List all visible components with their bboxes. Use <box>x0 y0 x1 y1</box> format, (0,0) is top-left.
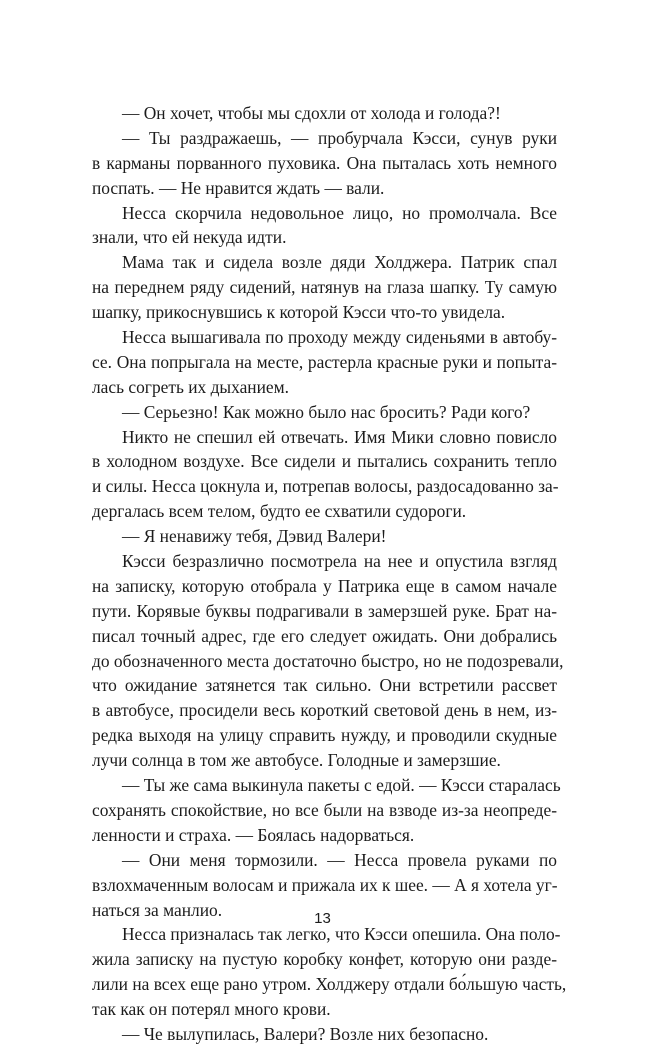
text-line: — Ты раздражаешь, — пробурчала Кэсси, сунув руки <box>122 127 557 148</box>
text-line: шапку, прикоснувшись к которой Кэсси что-то увидела. <box>92 302 506 323</box>
text-line: — Я ненавижу тебя, Дэвид Валери! <box>122 526 387 547</box>
page-number: 13 <box>314 910 331 927</box>
paragraph <box>92 126 557 201</box>
text-line: Несса призналась так легко, что Кэсси опешила. Она поло- <box>122 924 561 945</box>
text-line: что ожидание затянется так сильно. Они встретили рассвет <box>92 675 557 696</box>
text-line: Мама так и сидела возле дяди Холджера. Патрик спал <box>122 252 557 273</box>
text-line: на переднем ряду сидений, натянув на глаза шапку. Ту самую <box>92 277 557 298</box>
text-line: и силы. Несса цокнула и, потрепав волосы, раздосадованно за- <box>92 476 559 497</box>
paragraph <box>92 250 557 325</box>
text-line: жила записку на пустую коробку конфет, которую они разде- <box>92 949 557 970</box>
text-line: на записку, которую отобрала у Патрика еще в самом начале <box>92 575 557 596</box>
paragraph <box>92 549 564 773</box>
text-line: редка выходя на улицу справить нужду, и проводили скудные <box>92 725 557 746</box>
text-line: наться за манлио. <box>92 899 223 920</box>
text-line: в карманы порванного пуховика. Она пыталась хоть немного <box>92 152 557 173</box>
text-line: ленности и страха. — Боялась надорваться. <box>92 824 415 845</box>
text-line: Несса вышагивала по проходу между сиденьями в автобу- <box>122 327 557 348</box>
text-line: лучи солнца в том же автобусе. Голодные и замерзшие. <box>92 750 501 771</box>
text-line: в автобусе, просидели весь короткий световой день в нем, из- <box>92 700 557 721</box>
text-line: — Он хочет, чтобы мы сдохли от холода и голода?! <box>122 103 501 123</box>
text-line: — Ты же сама выкинула пакеты с едой. — Кэсси старалась <box>122 775 561 796</box>
paragraph <box>92 400 557 425</box>
text-line: — Серьезно! Как можно было нас бросить? Ради кого? <box>122 401 531 422</box>
text-line: дергалась всем телом, будто ее схватили судороги. <box>92 501 467 522</box>
text-line: поспать. — Не нравится ждать — вали. <box>92 177 385 198</box>
text-line: сохранять спокойствие, но все были на взводе из-за неопреде- <box>92 799 557 820</box>
text-line: до обозначенного места достаточно быстро, но не подозревали, <box>92 650 564 671</box>
text-line: се. Она попрыгала на месте, растерла красные руки и попыта- <box>92 351 557 372</box>
paragraph <box>92 1022 557 1047</box>
text-line: пути. Корявые буквы подрагивали в замерзшей руке. Брат на- <box>92 600 557 621</box>
text-line: лась согреть их дыханием. <box>92 376 289 397</box>
text-line: Кэсси безразлично посмотрела на нее и опустила взгляд <box>122 551 557 572</box>
text-line: взлохмаченным волосам и прижала их к шее. — А я хотела уг- <box>92 874 558 895</box>
paragraph <box>92 101 557 126</box>
text-line: так как он потерял много крови. <box>92 999 331 1020</box>
text-line: — Че вылупилась, Валери? Возле них безопасно. <box>122 1023 489 1044</box>
text-line: Несса скорчила недовольное лицо, но промолчала. Все <box>122 202 557 223</box>
paragraph <box>92 201 557 251</box>
text-line: Никто не спешил ей отвечать. Имя Мики словно повисло <box>122 426 557 447</box>
text-line: в холодном воздухе. Все сидели и пытались сохранить тепло <box>92 451 557 472</box>
body-text <box>92 101 567 1047</box>
paragraph <box>92 425 557 525</box>
text-line: лили на всех еще рано утром. Холджеру отдали бо́льшую часть, <box>92 974 567 995</box>
text-line: знали, что ей некуда идти. <box>92 227 287 248</box>
paragraph <box>92 325 557 400</box>
paragraph <box>92 922 567 1022</box>
paragraph <box>92 773 561 848</box>
paragraph <box>92 524 557 549</box>
text-line: писал точный адрес, где его следует ожидать. Они добрались <box>92 625 557 646</box>
text-line: — Они меня тормозили. — Несса провела руками по <box>122 849 557 870</box>
